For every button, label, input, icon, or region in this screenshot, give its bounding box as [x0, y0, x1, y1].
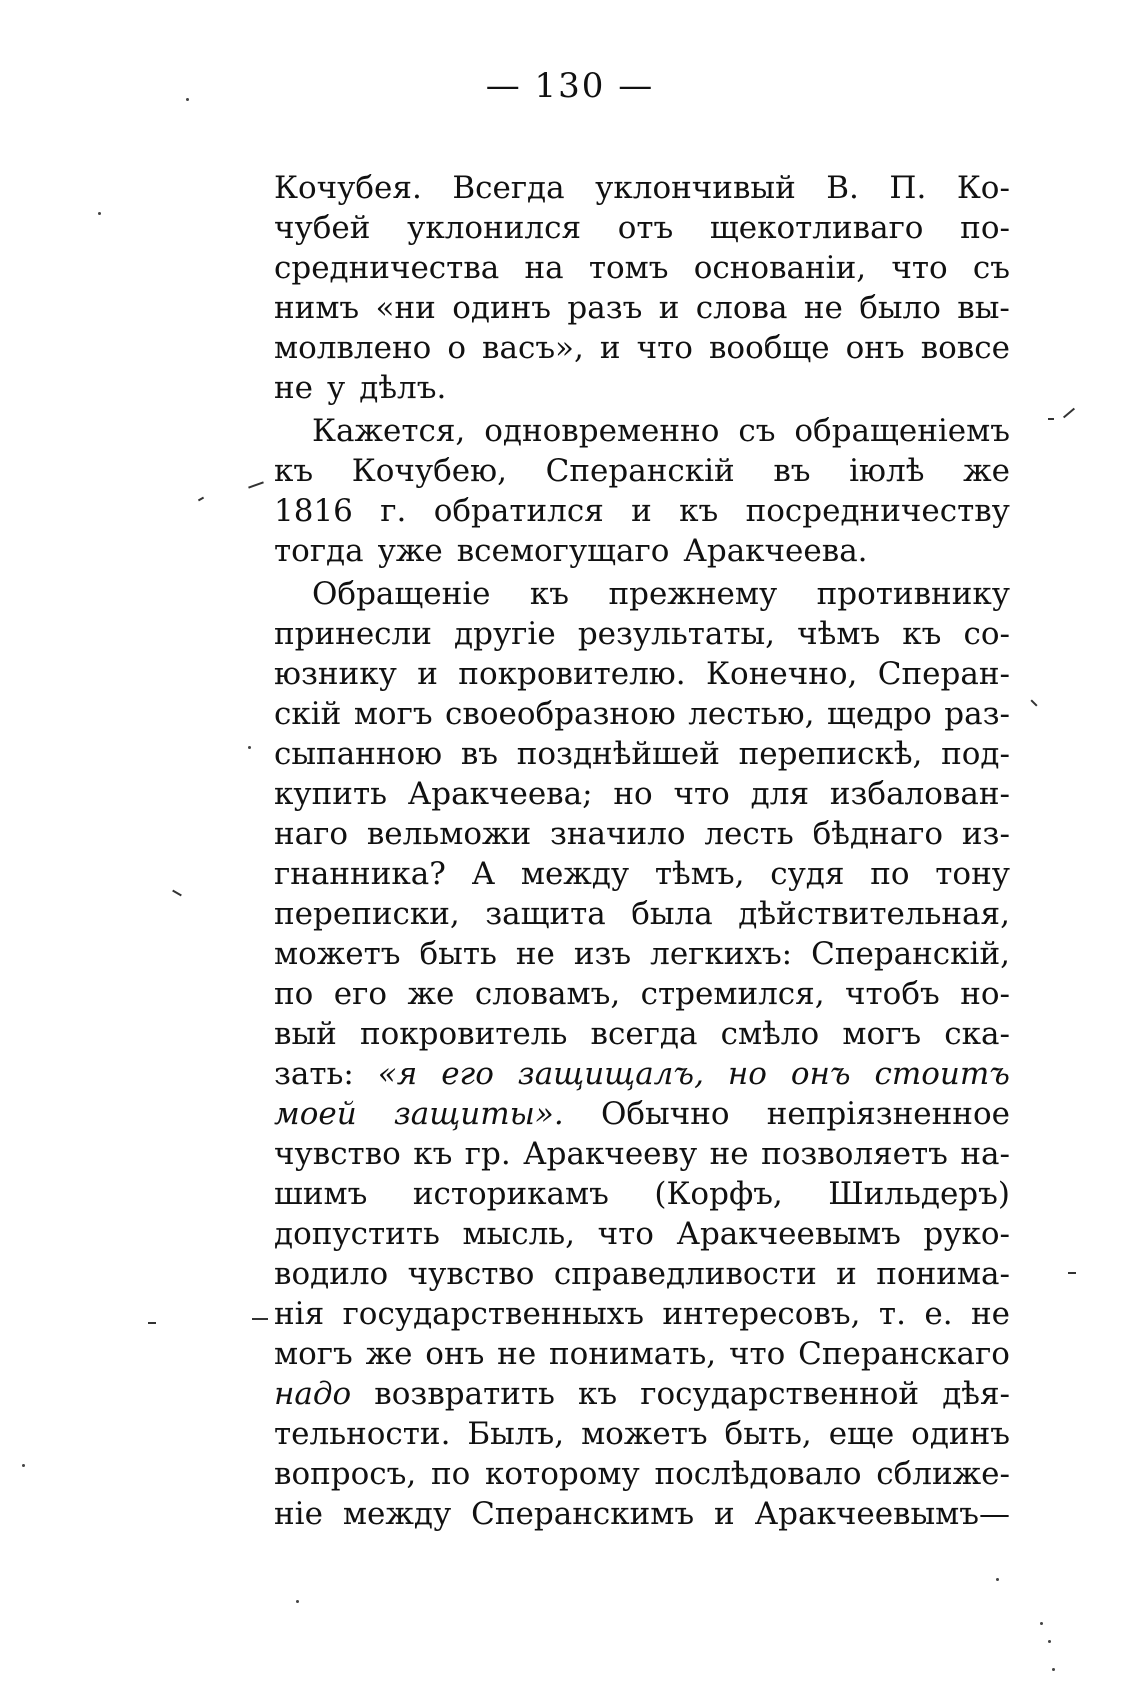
text-line — [274, 614, 1010, 654]
word: лестью, — [688, 696, 815, 732]
word: по — [430, 1456, 471, 1492]
word: щекотливаго — [709, 210, 924, 246]
text-line — [274, 854, 1010, 894]
word: справедливости — [553, 1256, 817, 1292]
word: вовсе — [920, 330, 1010, 366]
word: уклонился — [407, 210, 581, 246]
word: гр. — [464, 1136, 511, 1172]
word: и — [714, 1496, 735, 1532]
italic-word: защищалъ, — [517, 1056, 704, 1092]
text-line — [274, 368, 1010, 408]
italic-word: защиты». — [393, 1096, 564, 1132]
word: и — [417, 656, 438, 692]
word: дѣлъ. — [359, 370, 447, 406]
word: по- — [960, 210, 1010, 246]
margin-dot — [22, 1464, 25, 1467]
word: къ — [529, 576, 570, 612]
word: легкихъ: — [650, 936, 793, 972]
word: Аракчеева; — [407, 776, 593, 812]
text-line — [274, 1054, 1010, 1094]
word: которому — [485, 1456, 640, 1492]
word: понима- — [876, 1256, 1010, 1292]
word: Сперанскiй, — [811, 936, 1010, 972]
word: можетъ — [581, 1416, 708, 1452]
text-line — [274, 208, 1010, 248]
word: принесли — [274, 616, 432, 652]
margin-mark — [1030, 699, 1037, 706]
margin-mark — [172, 890, 182, 897]
word: бѣднаго — [812, 816, 944, 852]
word: Кажется, — [312, 413, 466, 449]
word: можетъ — [274, 936, 401, 972]
word: вопросъ, — [274, 1456, 417, 1492]
word: гнанника? — [274, 856, 446, 892]
word: чтобъ — [845, 976, 940, 1012]
word: быть — [419, 936, 497, 972]
word: Шильдеръ) — [828, 1176, 1010, 1212]
text-line — [274, 1454, 1010, 1494]
text-line — [274, 814, 1010, 854]
word: т. — [878, 1296, 906, 1332]
word: Сперанскiй — [545, 453, 735, 489]
word: Кочубея. — [274, 170, 422, 206]
word: Сперанскаго — [798, 1336, 1010, 1372]
word: руко- — [923, 1216, 1010, 1252]
word: щедро — [827, 696, 932, 732]
word: юзнику — [274, 656, 397, 692]
text-line — [274, 1254, 1010, 1294]
word: молвлено — [274, 330, 432, 366]
word: непрiязненное — [766, 1096, 1010, 1132]
word: посредничеству — [745, 493, 1010, 529]
word: всегда — [590, 1016, 698, 1052]
text-line — [274, 168, 1010, 208]
word: государственныхъ — [342, 1296, 644, 1332]
word: одновременно — [484, 413, 720, 449]
word: своеобразною — [445, 696, 676, 732]
word: и — [836, 1256, 857, 1292]
text-line — [274, 1214, 1010, 1254]
word: противнику — [816, 576, 1010, 612]
text-line — [274, 328, 1010, 368]
word: результаты, — [577, 616, 776, 652]
word: по — [870, 856, 910, 892]
word: въ — [460, 736, 499, 772]
word: тону — [935, 856, 1010, 892]
margin-dot — [1040, 1622, 1043, 1625]
word: сыпанною — [274, 736, 443, 772]
word: что — [728, 1336, 786, 1372]
word: В. — [826, 170, 859, 206]
word: что — [636, 330, 693, 366]
text-line — [274, 1134, 1010, 1174]
word: одинъ — [452, 290, 552, 326]
word: наго — [274, 816, 349, 852]
word: и — [599, 330, 621, 366]
word: же — [963, 453, 1010, 489]
word: и — [631, 493, 652, 529]
margin-mark — [252, 1318, 268, 1320]
margin-mark — [198, 497, 204, 502]
italic-word: но — [727, 1056, 767, 1092]
word: въ — [773, 453, 811, 489]
word: скiй — [274, 696, 342, 732]
word: не — [709, 1136, 749, 1172]
word: что — [673, 776, 730, 812]
word: онъ — [845, 330, 905, 366]
word: одинъ — [911, 1416, 1010, 1452]
text-line — [274, 694, 1010, 734]
word: 1816 — [274, 493, 353, 529]
word: Аракчееву — [523, 1136, 698, 1172]
word: Всегда — [452, 170, 565, 206]
text-line — [274, 1014, 1010, 1054]
word: интересовъ, — [662, 1296, 861, 1332]
word: историкамъ — [412, 1176, 609, 1212]
word: и — [658, 290, 680, 326]
word: позволяетъ — [761, 1136, 948, 1172]
word: тельности. — [274, 1416, 451, 1452]
word: не — [497, 1336, 537, 1372]
word: Сперанскимъ — [471, 1496, 695, 1532]
margin-dot — [296, 1600, 299, 1603]
text-line — [274, 1494, 1010, 1534]
word: вельможи — [366, 816, 532, 852]
text-line — [274, 974, 1010, 1014]
italic-word: его — [441, 1056, 494, 1092]
text-line — [274, 774, 1010, 814]
word: не — [515, 936, 555, 972]
margin-mark — [1063, 408, 1075, 419]
word: было — [859, 290, 941, 326]
word: избалован- — [829, 776, 1010, 812]
word: Аракчеевымъ— — [754, 1496, 1010, 1532]
word: обращенiемъ — [794, 413, 1010, 449]
margin-mark — [1068, 1272, 1076, 1274]
word: же — [365, 1336, 413, 1372]
margin-mark — [148, 1322, 156, 1324]
word: словамъ, — [474, 976, 621, 1012]
word: была — [631, 896, 713, 932]
word: онъ — [425, 1336, 485, 1372]
text-line — [274, 1374, 1010, 1414]
word: о — [447, 330, 466, 366]
word: перепискѣ, — [738, 736, 923, 772]
word: защита — [485, 896, 606, 932]
text-line — [274, 1094, 1010, 1134]
text-line — [274, 411, 1010, 451]
word: дѣйствительная, — [738, 896, 1010, 932]
word: переписки, — [274, 896, 460, 932]
word: чубей — [274, 210, 371, 246]
word: для — [750, 776, 810, 812]
word: чувство — [407, 1256, 535, 1292]
text-line — [274, 248, 1010, 288]
word: не — [274, 370, 314, 406]
word: Аракчеевымъ — [676, 1216, 901, 1252]
word: Кочубею, — [351, 453, 507, 489]
body-text — [274, 168, 1010, 1534]
word: основанiи, — [693, 250, 867, 286]
margin-dot — [996, 1578, 999, 1581]
word: по — [274, 976, 314, 1012]
word: всемогущаго — [456, 533, 670, 569]
word: лесть — [704, 816, 794, 852]
word: Былъ, — [467, 1416, 565, 1452]
word: между — [342, 1496, 452, 1532]
word: понимать, — [549, 1336, 717, 1372]
word: между — [520, 856, 630, 892]
word: съ — [972, 250, 1010, 286]
word: не — [970, 1296, 1010, 1332]
italic-word: онъ — [790, 1056, 851, 1092]
word: на — [524, 250, 564, 286]
word: под- — [941, 736, 1010, 772]
margin-mark — [248, 481, 264, 488]
word: возвратить — [374, 1376, 555, 1412]
text-line — [274, 531, 1010, 571]
word: ска- — [944, 1016, 1010, 1052]
word: тѣмъ, — [654, 856, 745, 892]
word: не — [803, 290, 843, 326]
word: обратился — [433, 493, 604, 529]
word: могъ — [353, 696, 433, 732]
text-line — [274, 1294, 1010, 1334]
word: А — [471, 856, 496, 892]
word: отъ — [617, 210, 674, 246]
text-line — [274, 574, 1010, 614]
word: къ — [902, 616, 942, 652]
word: прежнему — [608, 576, 778, 612]
word: Аракчеева. — [683, 533, 868, 569]
margin-dot — [98, 212, 101, 215]
word: Обращенiе — [312, 576, 491, 612]
word: послѣдовало — [654, 1456, 862, 1492]
word: къ — [413, 1136, 453, 1172]
text-line — [274, 934, 1010, 974]
word: Сперан- — [877, 656, 1010, 692]
word: средничества — [274, 250, 500, 286]
word: со- — [963, 616, 1010, 652]
word: Обычно — [600, 1096, 730, 1132]
word: г. — [380, 493, 407, 529]
word: раз- — [944, 696, 1010, 732]
word: купить — [274, 776, 387, 812]
word: другiе — [454, 616, 556, 652]
text-line — [274, 1174, 1010, 1214]
word: уже — [377, 533, 443, 569]
word: къ — [679, 493, 719, 529]
word: слова — [695, 290, 788, 326]
text-line — [274, 451, 1010, 491]
text-line — [274, 1414, 1010, 1454]
word: водило — [274, 1256, 389, 1292]
word: значило — [549, 816, 686, 852]
word: его — [333, 976, 388, 1012]
margin-dot — [1048, 1640, 1051, 1643]
word: вый — [274, 1016, 337, 1052]
word: Ко- — [956, 170, 1010, 206]
word: разъ — [567, 290, 643, 326]
word: чѣмъ — [797, 616, 881, 652]
word: «ни — [375, 290, 436, 326]
word: сближе- — [876, 1456, 1010, 1492]
word: къ — [274, 453, 314, 489]
italic-word: «я — [377, 1056, 418, 1092]
word: смѣло — [720, 1016, 820, 1052]
word: допустить — [274, 1216, 440, 1252]
word: из- — [961, 816, 1010, 852]
page-number: — 130 — — [485, 66, 655, 106]
word: дѣя- — [942, 1376, 1010, 1412]
text-line — [274, 734, 1010, 774]
word: что — [891, 250, 948, 286]
margin-mark — [1048, 418, 1054, 420]
italic-word: моей — [274, 1096, 357, 1132]
word: iюлѣ — [849, 453, 925, 489]
text-line — [274, 288, 1010, 328]
word: стремился, — [640, 976, 825, 1012]
word: могъ — [842, 1016, 922, 1052]
margin-dot — [248, 746, 251, 749]
word: Конечно, — [706, 656, 858, 692]
word: тогда — [274, 533, 364, 569]
word: судя — [770, 856, 845, 892]
word: на- — [960, 1136, 1010, 1172]
word: съ — [738, 413, 776, 449]
word: но- — [960, 976, 1010, 1012]
italic-word: надо — [274, 1376, 352, 1412]
word: покровитель — [359, 1016, 568, 1052]
margin-dot — [1052, 1668, 1055, 1671]
word: что — [597, 1216, 654, 1252]
word: зать: — [274, 1056, 354, 1092]
word: могъ — [274, 1336, 353, 1372]
word: у — [327, 370, 346, 406]
word: нимъ — [274, 290, 360, 326]
word: изъ — [573, 936, 632, 972]
word: мысль, — [462, 1216, 576, 1252]
text-line — [274, 1334, 1010, 1374]
margin-dot — [186, 98, 189, 101]
word: же — [407, 976, 455, 1012]
word: къ — [578, 1376, 618, 1412]
word: е. — [924, 1296, 953, 1332]
word: чувство — [274, 1136, 401, 1172]
word: П. — [889, 170, 927, 206]
word: васъ», — [482, 330, 584, 366]
word: вообще — [708, 330, 830, 366]
text-line — [274, 491, 1010, 531]
word: (Корфъ, — [654, 1176, 783, 1212]
word: нiе — [274, 1496, 323, 1532]
word: еще — [828, 1416, 895, 1452]
text-line — [274, 654, 1010, 694]
word: шимъ — [274, 1176, 368, 1212]
word: нiя — [274, 1296, 325, 1332]
italic-word: стоитъ — [874, 1056, 1010, 1092]
word: но — [613, 776, 653, 812]
word: уклончивый — [595, 170, 796, 206]
word: покровителю. — [458, 656, 686, 692]
word: томъ — [588, 250, 669, 286]
word: быть, — [724, 1416, 812, 1452]
text-line — [274, 894, 1010, 934]
word: вы- — [957, 290, 1010, 326]
word: позднѣйшей — [516, 736, 720, 772]
word: государственной — [640, 1376, 920, 1412]
